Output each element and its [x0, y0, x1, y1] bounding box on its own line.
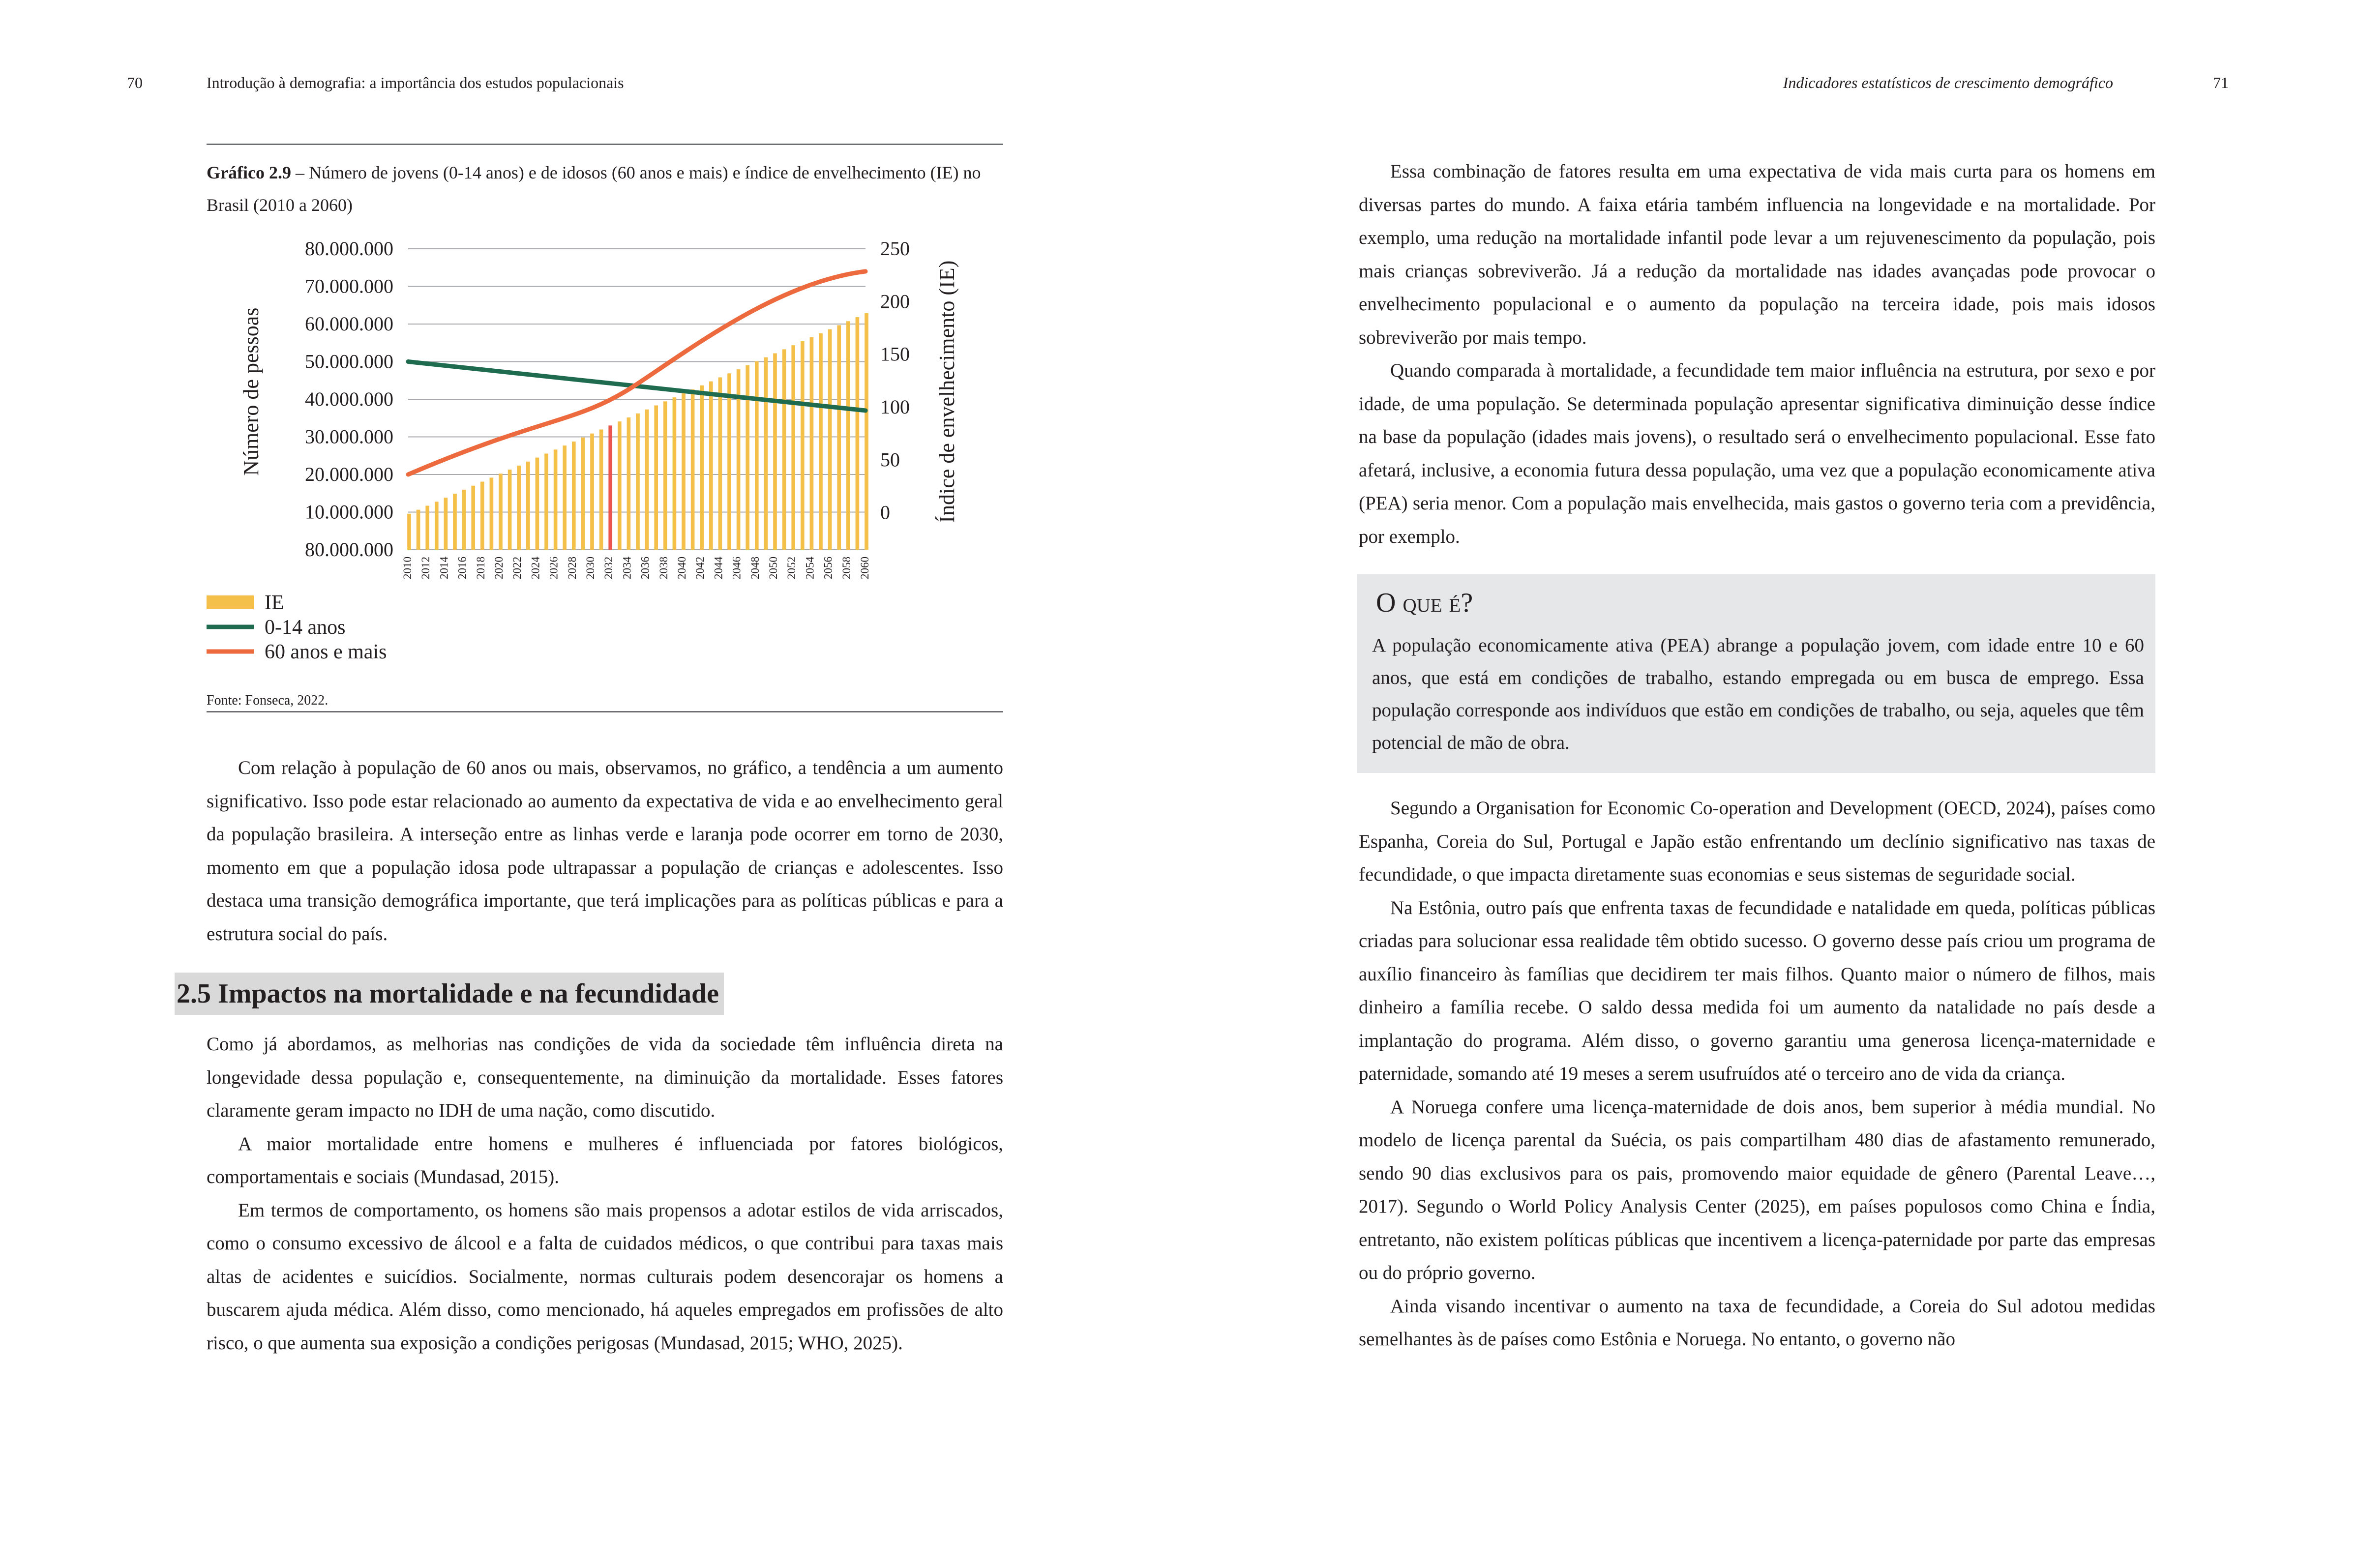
paragraph: Em termos de comportamento, os homens são mais propensos a adotar estilos de vida arriscados, como o consumo excessivo de álcool e a falta de cuidados médicos, o que contribui para taxas mais altas de acidentes e suicídios. Socialmente, normas culturais podem desencorajar os homens a buscarem ajuda médica. Além disso, como mencionado, há aqueles empregados em profissões de alto risco, o que aumenta sua exposição a condições perigosas (Mundasad, 2015; WHO, 2025).	[207, 1199, 1003, 1354]
right-tick-label: 50	[880, 448, 900, 471]
chart	[207, 226, 1003, 703]
x-tick-label: 2056	[822, 557, 835, 579]
x-tick-label: 2058	[840, 557, 853, 579]
x-tick-label: 2036	[639, 557, 652, 579]
ie-bar	[508, 470, 512, 550]
ie-bar	[599, 429, 603, 550]
x-tick-label: 2022	[511, 557, 524, 579]
ie-bar	[663, 401, 667, 550]
ie-bar	[782, 349, 786, 550]
y-axis-right-title: Índice de envelhecimento (IE)	[935, 260, 959, 523]
ie-bar	[544, 453, 548, 550]
right-body-bottom	[1359, 792, 2155, 1356]
left-tick-label: 10.000.000	[305, 501, 393, 523]
x-tick-label: 2028	[566, 557, 578, 579]
left-tick-label: 30.000.000	[305, 425, 393, 448]
chart-legend	[207, 592, 387, 663]
ie-bar	[499, 473, 503, 550]
x-tick-label: 2048	[748, 557, 761, 579]
ie-bar	[801, 341, 805, 550]
ie-bar	[425, 505, 429, 550]
ie-bar	[462, 490, 466, 550]
x-tick-label: 2034	[621, 557, 633, 579]
x-tick-label: 2040	[676, 557, 688, 579]
left-body	[207, 751, 1003, 950]
right-body-top	[1359, 155, 2155, 553]
definition-box-title: O que é?	[1376, 588, 1473, 618]
ie-bar	[856, 317, 860, 550]
x-tick-label: 2050	[767, 557, 779, 579]
ie-bar	[755, 361, 759, 550]
ie-bar	[636, 414, 640, 550]
ie-bar	[691, 389, 695, 550]
figure-caption	[207, 156, 1003, 221]
x-tick-label: 2052	[785, 557, 798, 579]
section-body	[207, 1028, 1003, 1360]
legend-ie-swatch	[207, 595, 254, 609]
ie-bar	[718, 377, 722, 550]
ie-bar	[536, 458, 539, 550]
ie-bar	[627, 417, 631, 550]
left-tick-label: 80.000.000	[305, 538, 393, 561]
legend-elderly-label: 60 anos e mais	[265, 641, 387, 663]
ie-bar	[618, 421, 622, 550]
left-page-number: 70	[127, 74, 143, 91]
right-tick-label: 200	[880, 290, 910, 313]
left-tick-label: 80.000.000	[305, 237, 393, 260]
ie-bar	[590, 434, 594, 550]
ie-bar	[764, 357, 768, 550]
paragraph: Essa combinação de fatores resulta em uma expectativa de vida mais curta para os homens em diversas partes do mundo. A faixa etária também influencia na longevidade e na mortalidade. Por exemplo, uma redução na mortalidade infantil pode levar a um rejuvenescimento da população, pois mais crianças sobreviverão. Já a redução da mortalidade nas idades avançadas pode provocar o envelhecimento populacional e o aumento da população na terceira idade, pois mais idosos sobreviverão por mais tempo.	[1359, 161, 2155, 348]
figure-top-rule	[207, 144, 1003, 145]
ie-bar	[435, 502, 439, 550]
ie-bar	[865, 313, 868, 550]
x-tick-label: 2038	[657, 557, 670, 579]
ie-bar	[563, 445, 567, 550]
paragraph: Na Estônia, outro país que enfrenta taxas de fecundidade e natalidade em queda, políticas públicas criadas para solucionar essa realidade têm obtido sucesso. O governo desse país criou um programa de auxílio financeiro às famílias que decidirem ter mais filhos. Quanto maior o número de filhos, mais dinheiro a família recebe. O saldo dessa medida foi um aumento da natalidade no país desde a implantação do programa. Além disso, o governo garantiu uma generosa licença-maternidade e paternidade, somando até 19 meses a serem usufruídos até o terceiro ano de vida da criança.	[1359, 897, 2155, 1084]
ie-bar	[746, 365, 749, 550]
left-tick-label: 70.000.000	[305, 275, 393, 297]
ie-bar	[727, 373, 731, 550]
x-tick-label: 2032	[602, 557, 615, 579]
ie-bar	[709, 382, 713, 550]
ie-bar	[554, 449, 558, 550]
ie-bar	[645, 410, 649, 550]
x-tick-label: 2042	[694, 557, 707, 579]
ie-bar	[417, 510, 420, 550]
x-tick-label: 2014	[438, 557, 450, 579]
left-running-title: Introdução à demografia: a importância dos estudos populacionais	[207, 74, 624, 91]
paragraph: A Noruega confere uma licença-maternidade de dois anos, bem superior à média mundial. No modelo de licença parental da Suécia, os pais compartilham 480 dias de afastamento remunerado, sendo 90 dias exclusivos para os pais, promovendo maior equidade de gênero (Parental Leave…, 2017). Segundo o World Policy Analysis Center (2025), em países populosos como China e Índia, entretanto, não existem políticas públicas que incentivem a licença-paternidade por parte das empresas ou do próprio governo.	[1359, 1096, 2155, 1283]
section-heading: 2.5 Impactos na mortalidade e na fecundidade	[175, 973, 724, 1015]
x-tick-label: 2030	[584, 557, 597, 579]
right-running-title: Indicadores estatísticos de crescimento demográfico	[1783, 74, 2113, 91]
y-axis-left-title: Número de pessoas	[239, 307, 263, 476]
right-tick-label: 250	[880, 237, 910, 260]
ie-bar	[581, 438, 585, 550]
x-tick-label: 2044	[712, 557, 725, 579]
right-page-number: 71	[2213, 74, 2229, 91]
definition-box	[1357, 574, 2155, 773]
ie-bar	[608, 425, 612, 550]
figure-bottom-rule	[207, 711, 1003, 712]
paragraph: Com relação à população de 60 anos ou mais, observamos, no gráfico, a tendência a um aumento significativo. Isso pode estar relacionado ao aumento da expectativa de vida e ao envelhecimento geral da população brasileira. A interseção entre as linhas verde e laranja pode ocorrer em torno de 2030, momento em que a população idosa pode ultrapassar a população de crianças e adolescentes. Isso destaca uma transição demográfica importante, que terá implicações para as políticas públicas e para a estrutura social do país.	[207, 757, 1003, 945]
ie-bars	[407, 313, 868, 550]
ie-bar	[846, 321, 850, 550]
ie-bar	[453, 494, 457, 550]
ie-bar	[480, 482, 484, 550]
left-tick-label: 20.000.000	[305, 463, 393, 485]
paragraph: Como já abordamos, as melhorias nas condições de vida da sociedade têm influência direta na longevidade dessa população e, consequentemente, na diminuição da mortalidade. Esses fatores claramente geram impacto no IDH de uma nação, como discutido.	[207, 1034, 1003, 1121]
paragraph: A maior mortalidade entre homens e mulheres é influenciada por fatores biológicos, comportamentais e sociais (Mundasad, 2015).	[207, 1133, 1003, 1187]
figure-label: Gráfico 2.9	[207, 163, 291, 182]
ie-bar	[682, 393, 686, 550]
x-tick-label: 2016	[456, 557, 469, 579]
paragraph: Quando comparada à mortalidade, a fecundidade tem maior influência na estrutura, por sexo e por idade, de uma população. Se determinada população apresentar significativa diminuição desse índice na base da população (idades mais jovens), o resultado será o envelhecimento populacional. Esse fato afetará, inclusive, a economia futura dessa população, uma vez que a população economicamente ativa (PEA) seria menor. Com a população mais envelhecida, mais gastos o governo teria com a previdência, por exemplo.	[1359, 360, 2155, 547]
x-tick-label: 2054	[804, 557, 816, 579]
x-tick-label: 2018	[474, 557, 487, 579]
ie-bar	[572, 442, 576, 550]
legend-young-label: 0-14 anos	[265, 616, 346, 639]
x-tick-label: 2010	[401, 557, 414, 579]
definition-box-text: A população economicamente ativa (PEA) abrange a população jovem, com idade entre 10 e 60 anos, que está em condições de trabalho, estando empregada ou em busca de emprego. Essa população corresponde aos indivíduos que estão em condições de trabalho, ou seja, aqueles que têm potencial de mão de obra.	[1372, 635, 2144, 753]
ie-bar	[837, 325, 841, 550]
x-tick-label: 2060	[859, 557, 871, 579]
left-tick-label: 50.000.000	[305, 350, 393, 373]
figure-source: Fonte: Fonseca, 2022.	[207, 693, 328, 708]
x-tick-label: 2026	[547, 557, 560, 579]
ie-bar	[471, 486, 475, 550]
ie-bar	[828, 329, 832, 550]
ie-bar	[819, 333, 823, 550]
paragraph: Ainda visando incentivar o aumento na taxa de fecundidade, a Coreia do Sul adotou medidas semelhantes às de países como Estônia e Noruega. No entanto, o governo não	[1359, 1295, 2155, 1350]
ie-bar	[673, 397, 677, 550]
ie-bar	[700, 385, 704, 550]
legend-ie-label: IE	[265, 592, 284, 614]
x-tick-label: 2046	[730, 557, 743, 579]
x-tick-label: 2024	[529, 557, 542, 579]
right-tick-label: 0	[880, 501, 890, 524]
ie-bar	[810, 337, 814, 550]
ie-bar	[517, 466, 521, 550]
x-tick-label: 2020	[493, 557, 505, 579]
left-tick-label: 60.000.000	[305, 313, 393, 335]
ie-bar	[526, 462, 530, 550]
paragraph: Segundo a Organisation for Economic Co-operation and Development (OECD, 2024), países como Espanha, Coreia do Sul, Portugal e Japão estão enfrentando um declínio significativo nas taxas de fecundidade, o que impacta diretamente suas economias e seus sistemas de seguridade social.	[1359, 798, 2155, 885]
right-tick-label: 150	[880, 343, 910, 365]
ie-bar	[444, 498, 448, 550]
figure-caption-text: – Número de jovens (0-14 anos) e de idosos (60 anos e mais) e índice de envelhecimento (IE) no Brasil (2010 a 2060)	[207, 163, 981, 215]
ie-bar	[791, 345, 795, 550]
ie-bar	[773, 354, 777, 550]
left-tick-label: 40.000.000	[305, 388, 393, 410]
right-tick-label: 100	[880, 395, 910, 418]
ie-bar	[654, 406, 658, 550]
ie-bar	[490, 477, 494, 550]
ie-bar	[407, 514, 411, 550]
x-tick-label: 2012	[419, 557, 432, 579]
